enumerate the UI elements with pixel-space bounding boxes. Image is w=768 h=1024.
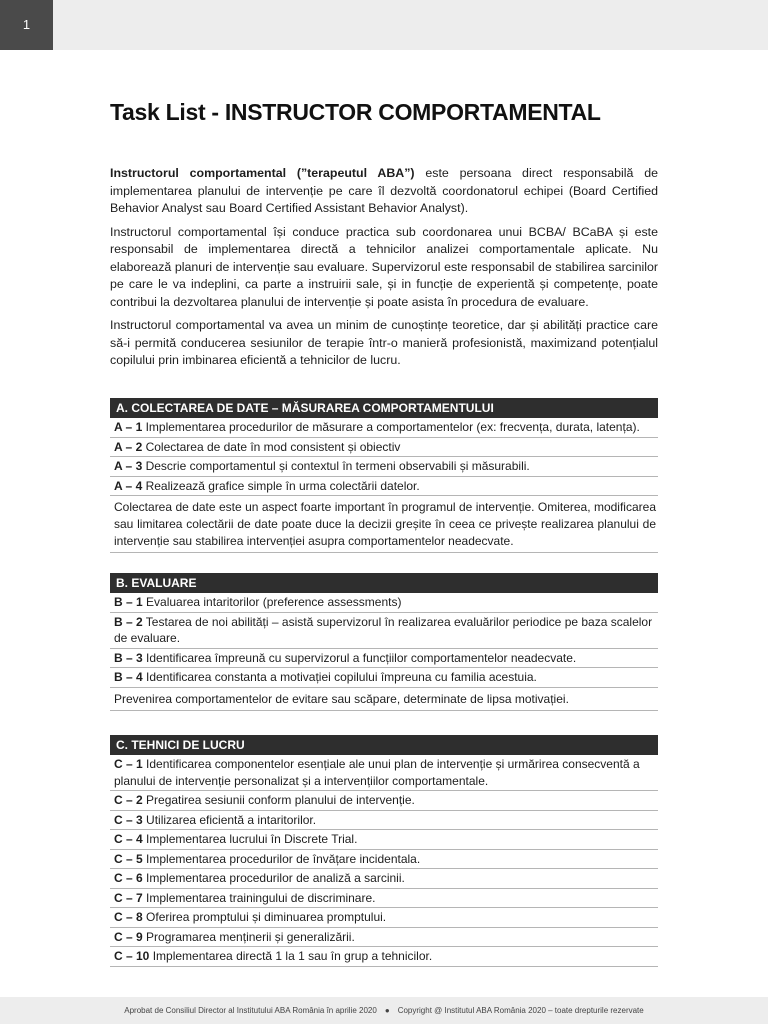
footer-separator: ● <box>384 1006 390 1015</box>
task-code: C – 5 <box>114 851 143 866</box>
task-row <box>110 869 658 889</box>
task-code: C – 9 <box>114 929 143 944</box>
task-row <box>110 791 658 811</box>
section-b-note: Prevenirea comportamentelor de evitare sau scăpare, determinate de lipsa motivației. <box>110 688 658 711</box>
task-code: B – 1 <box>114 595 143 609</box>
task-text: Implementarea procedurilor de măsurare a comportamentelor (ex: frecvența, durata, latența). <box>142 420 640 434</box>
task-row <box>110 811 658 831</box>
task-code: B – 4 <box>114 670 143 684</box>
footer <box>0 997 768 1024</box>
task-text: Oferirea promptului și diminuarea promptului. <box>142 910 387 924</box>
task-text: Implementarea procedurilor de analiză a sarcinii. <box>142 871 405 885</box>
task-text: Implementarea lucrului în Discrete Trial. <box>142 832 358 846</box>
task-text: Realizează grafice simple în urma colectării datelor. <box>142 478 420 493</box>
task-text: Pregatirea sesiunii conform planului de intervenție. <box>142 793 415 807</box>
task-text: Utilizarea eficientă a intaritorilor. <box>142 812 317 827</box>
section-a-heading: A. COLECTAREA DE DATE – MĂSURAREA COMPORTAMENTULUI <box>110 398 658 418</box>
section-c-heading: C. TEHNICI DE LUCRU <box>110 735 658 755</box>
task-text: Implementarea procedurilor de învățare incidentala. <box>142 851 421 866</box>
task-row <box>110 928 658 948</box>
intro-lead: Instructorul comportamental (”terapeutul ABA”) <box>110 166 415 180</box>
task-row <box>110 668 658 688</box>
task-row <box>110 649 658 669</box>
task-text: Implementarea directă 1 la 1 sau în grup a tehnicilor. <box>149 949 433 963</box>
intro-text <box>110 165 658 376</box>
task-text: Identificarea componentelor esențiale ale unui plan de intervenție și urmărirea consecventă a planului de intervenție personalizat și a intervențiilor comportamentale. <box>114 757 640 788</box>
intro-paragraph-3: Instructorul comportamental va avea un minim de cunoștințe teoretice, dar și abilități practice care să-i permită conducerea sesiunilor de terapie într-o manieră profesionistă, maximizand potențialul copilului prin imbinarea eficientă a tehnicilor de lucru. <box>110 318 658 367</box>
section-a <box>110 398 658 553</box>
task-row <box>110 457 658 477</box>
task-code: B – 2 <box>114 614 143 629</box>
task-text: Testarea de noi abilități – asistă supervizorul în realizarea evaluărilor periodice pe baza scalelor de evaluare. <box>114 614 653 645</box>
section-a-note: Colectarea de date este un aspect foarte important în programul de intervenție. Omiterea, modificarea sau limitarea colectării de date poate duce la decizii greșite în ceea ce privește realizarea planului de intervenție sau stabilirea intervenției asupra comportamentelor neadecvate. <box>110 496 658 553</box>
task-text: Descrie comportamentul și contextul în termeni observabili și măsurabili. <box>142 459 530 473</box>
task-row <box>110 908 658 928</box>
task-code: C – 7 <box>114 890 143 905</box>
task-code: B – 3 <box>114 650 143 665</box>
footer-copyright: Copyright @ Institutul ABA România 2020 – toate drepturile rezervate <box>397 1006 644 1015</box>
task-code: C – 6 <box>114 871 143 885</box>
section-b-heading: B. EVALUARE <box>110 573 658 593</box>
task-row <box>110 830 658 850</box>
task-row <box>110 477 658 497</box>
intro-paragraph-2: Instructorul comportamental își conduce practica sub coordonarea unui BCBA/ BCaBA și este responsabil de implementarea directă a tehnicilor analizei comportamentale aplicate. Nu elaborează planuri de intervenție sau evaluare. Supervizorul este responsabil de stabilirea sarcinilor pe care le va indeplini, ca parte a instruirii sale, și in funcție de experientă și competențe, poate contribui la dezvoltarea planului de intervenție și poate asista în procedura de evaluare. <box>110 224 658 309</box>
section-c <box>110 735 658 967</box>
task-text: Evaluarea intaritorilor (preference assessments) <box>142 595 402 609</box>
page-number: 1 <box>0 0 53 50</box>
intro-paragraph-1-rest: este persoana direct responsabilă de implementarea planului de intervenție pe care îl dezvoltă coordonatorul echipei (Board Certified Behavior Analyst sau Board Certified Assistant Behavior Analyst). <box>110 166 658 215</box>
task-row <box>110 889 658 909</box>
task-code: C – 2 <box>114 793 143 807</box>
task-row <box>110 850 658 870</box>
section-b <box>110 573 658 711</box>
task-code: C – 3 <box>114 812 143 827</box>
task-code: C – 10 <box>114 949 150 963</box>
task-row <box>110 438 658 458</box>
task-row <box>110 755 658 791</box>
top-bar <box>0 0 768 50</box>
task-code: C – 8 <box>114 910 143 924</box>
intro-paragraph-1 <box>110 165 658 218</box>
task-text: Identificarea constanta a motivației copilului împreuna cu familia acestuia. <box>142 670 537 684</box>
task-code: A – 2 <box>114 439 143 454</box>
footer-approval: Aprobat de Consiliul Director al Institutului ABA România în aprilie 2020 <box>124 1006 377 1015</box>
task-row <box>110 613 658 649</box>
task-code: C – 1 <box>114 757 143 771</box>
task-code: A – 4 <box>114 478 143 493</box>
task-text: Programarea menținerii și generalizării. <box>142 929 355 944</box>
task-text: Colectarea de date în mod consistent și obiectiv <box>142 439 401 454</box>
task-row <box>110 418 658 438</box>
task-text: Identificarea împreună cu supervizorul a funcțiilor comportamentelor neadecvate. <box>142 650 577 665</box>
task-code: A – 3 <box>114 459 143 473</box>
page-title: Task List - INSTRUCTOR COMPORTAMENTAL <box>110 99 601 125</box>
task-text: Implementarea trainingului de discriminare. <box>142 890 376 905</box>
task-row <box>110 947 658 967</box>
task-row <box>110 593 658 613</box>
task-code: A – 1 <box>114 420 143 434</box>
task-code: C – 4 <box>114 832 143 846</box>
